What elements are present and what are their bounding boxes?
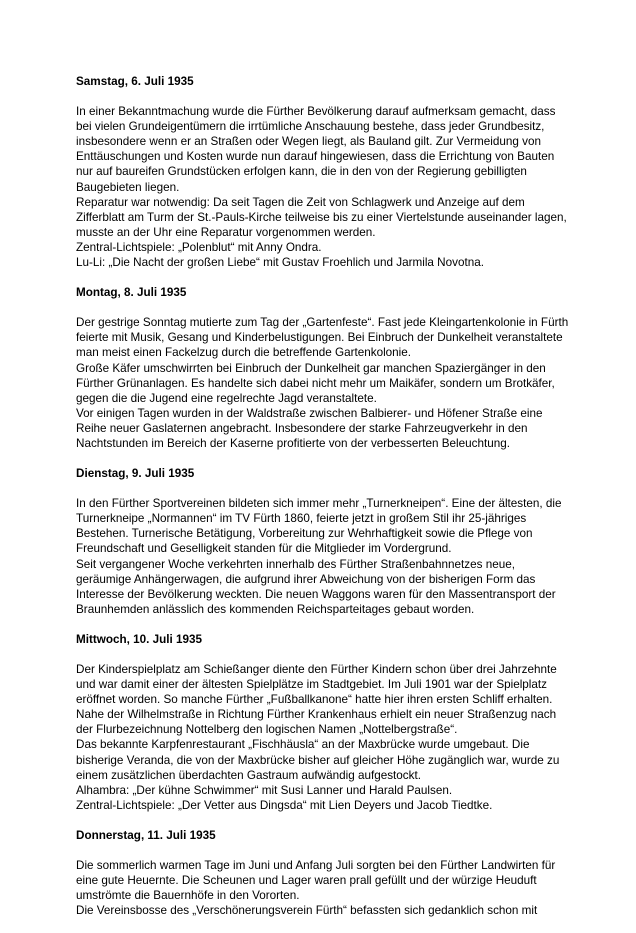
entry-date: Mittwoch, 10. Juli 1935: [76, 632, 203, 646]
entry-paragraph: Das bekannte Karpfenrestaurant „Fischhäusla“ an der Maxbrücke wurde umgebaut. Die bisherige Veranda, die von der Maxbrücke bisher auf gleicher Höhe zugänglich war, wurde zu einem zusätzlichen überdachten Gastraum aufwändig aufgestockt.: [76, 738, 560, 782]
entry-paragraph: Nahe der Wilhelmstraße in Richtung Fürther Krankenhaus erhielt ein neuer Straßenzug nach der Flurbezeichnung Nottelberg den logischen Namen „Nottelbergstraße“.: [76, 708, 557, 737]
entry-date: Dienstag, 9. Juli 1935: [76, 467, 195, 481]
document-page: [76, 74, 570, 933]
entry-5: [76, 632, 570, 813]
entry-2: [76, 74, 570, 270]
entry-paragraph: Alhambra: „Der kühne Schwimmer“ mit Susi Lanner und Harald Paulsen.: [76, 783, 453, 797]
entry-6: [76, 828, 570, 918]
entry-4: [76, 466, 570, 617]
entry-paragraph: Die Vereinsbosse des „Verschönerungsverein Fürth“ befassten sich gedanklich schon mit: [76, 904, 538, 918]
entry-3: [76, 285, 570, 451]
entry-paragraph: Große Käfer umschwirrten bei Einbruch der Dunkelheit gar manchen Spaziergänger in den Fürther Grünanlagen. Es handelte sich dabei nicht mehr um Maikäfer, sondern um Brotkäfer, gegen die die Jugend eine regelrechte Jagd veranstaltete.: [76, 361, 555, 405]
entry-paragraph: Die sommerlich warmen Tage im Juni und Anfang Juli sorgten bei den Fürther Landwirten für eine gute Heuernte. Die Scheunen und Lager waren prall gefüllt und der würzige Heuduft umströmte die Bauernhöfe in den Vororten.: [76, 859, 556, 903]
entry-paragraph: Seit vergangener Woche verkehrten innerhalb des Fürther Straßenbahnnetzes neue, geräumige Anhängerwagen, die aufgrund ihrer Abweichung von der bisherigen Form das Interesse der Bevölkerung weckten. Die neuen Waggons waren für den Massentransport der Braunhemden anlässlich des kommenden Reichsparteitages gebaut worden.: [76, 557, 556, 616]
entry-paragraph: In den Fürther Sportvereinen bildeten sich immer mehr „Turnerkneipen“. Eine der ältesten, die Turnerkneipe „Normannen“ im TV Fürth 1860, feierte jetzt in großem Stil ihr 25-jähriges Bestehen. Turnerische Betätigung, Vorbereitung zur Wehrhaftigkeit sowie die Pflege von Freundschaft und Geselligkeit standen für die Mitglieder im Vordergrund.: [76, 497, 562, 556]
entry-date: Samstag, 6. Juli 1935: [76, 75, 194, 88]
entry-paragraph: Zentral-Lichtspiele: „Polenblut“ mit Anny Ondra.: [76, 240, 322, 254]
entry-paragraph: In einer Bekanntmachung wurde die Fürther Bevölkerung darauf aufmerksam gemacht, dass bei vielen Grundeigentümern die irrtümliche Anschauung bestehe, dass jeder Grundbesitz, insbesondere wenn er an Straßen oder Wegen liegt, als Bauland gilt. Zur Vermeidung von Enttäuschungen und Kosten wurde nun darauf hingewiesen, dass die Errichtung von Bauten nur auf baureifen Grundstücken erfolgen kann, die in den von der Regierung gebilligten Baugebieten liegen.: [76, 105, 556, 194]
entry-paragraph: Reparatur war notwendig: Da seit Tagen die Zeit von Schlagwerk und Anzeige auf dem Zifferblatt am Turm der St.-Pauls-Kirche teilweise bis zu einer Viertelstunde auseinander lagen, musste an der Uhr eine Reparatur vorgenommen werden.: [76, 195, 567, 239]
entry-paragraph: Vor einigen Tagen wurden in der Waldstraße zwischen Balbierer- und Höfener Straße eine Reihe neuer Gaslaternen angebracht. Insbesondere der starke Fahrzeugverkehr in den Nachtstunden im Bereich der Kaserne profitierte von der verbesserten Beleuchtung.: [76, 406, 543, 450]
entry-date: Donnerstag, 11. Juli 1935: [76, 828, 216, 842]
entry-paragraph: Zentral-Lichtspiele: „Der Vetter aus Dingsda“ mit Lien Deyers und Jacob Tiedtke.: [76, 798, 493, 812]
entry-paragraph: Lu-Li: „Die Nacht der großen Liebe“ mit Gustav Froehlich und Jarmila Novotna.: [76, 256, 484, 270]
entry-paragraph: Der gestrige Sonntag mutierte zum Tag der „Gartenfeste“. Fast jede Kleingartenkolonie in Fürth feierte mit Musik, Gesang und Kinderbelustigungen. Bei Einbruch der Dunkelheit veranstaltete man meist einen Fackelzug durch die betreffende Gartenkolonie.: [76, 316, 569, 360]
entry-date: Montag, 8. Juli 1935: [76, 286, 187, 300]
entry-paragraph: Der Kinderspielplatz am Schießanger diente den Fürther Kindern schon über drei Jahrzehnte und war damit einer der ältesten Spielplätze im Stadtgebiet. Im Juli 1901 war der Spielplatz eröffnet worden. So manche Fürther „Fußballkanone“ hatte hier ihren ersten Schliff erhalten.: [76, 663, 557, 707]
